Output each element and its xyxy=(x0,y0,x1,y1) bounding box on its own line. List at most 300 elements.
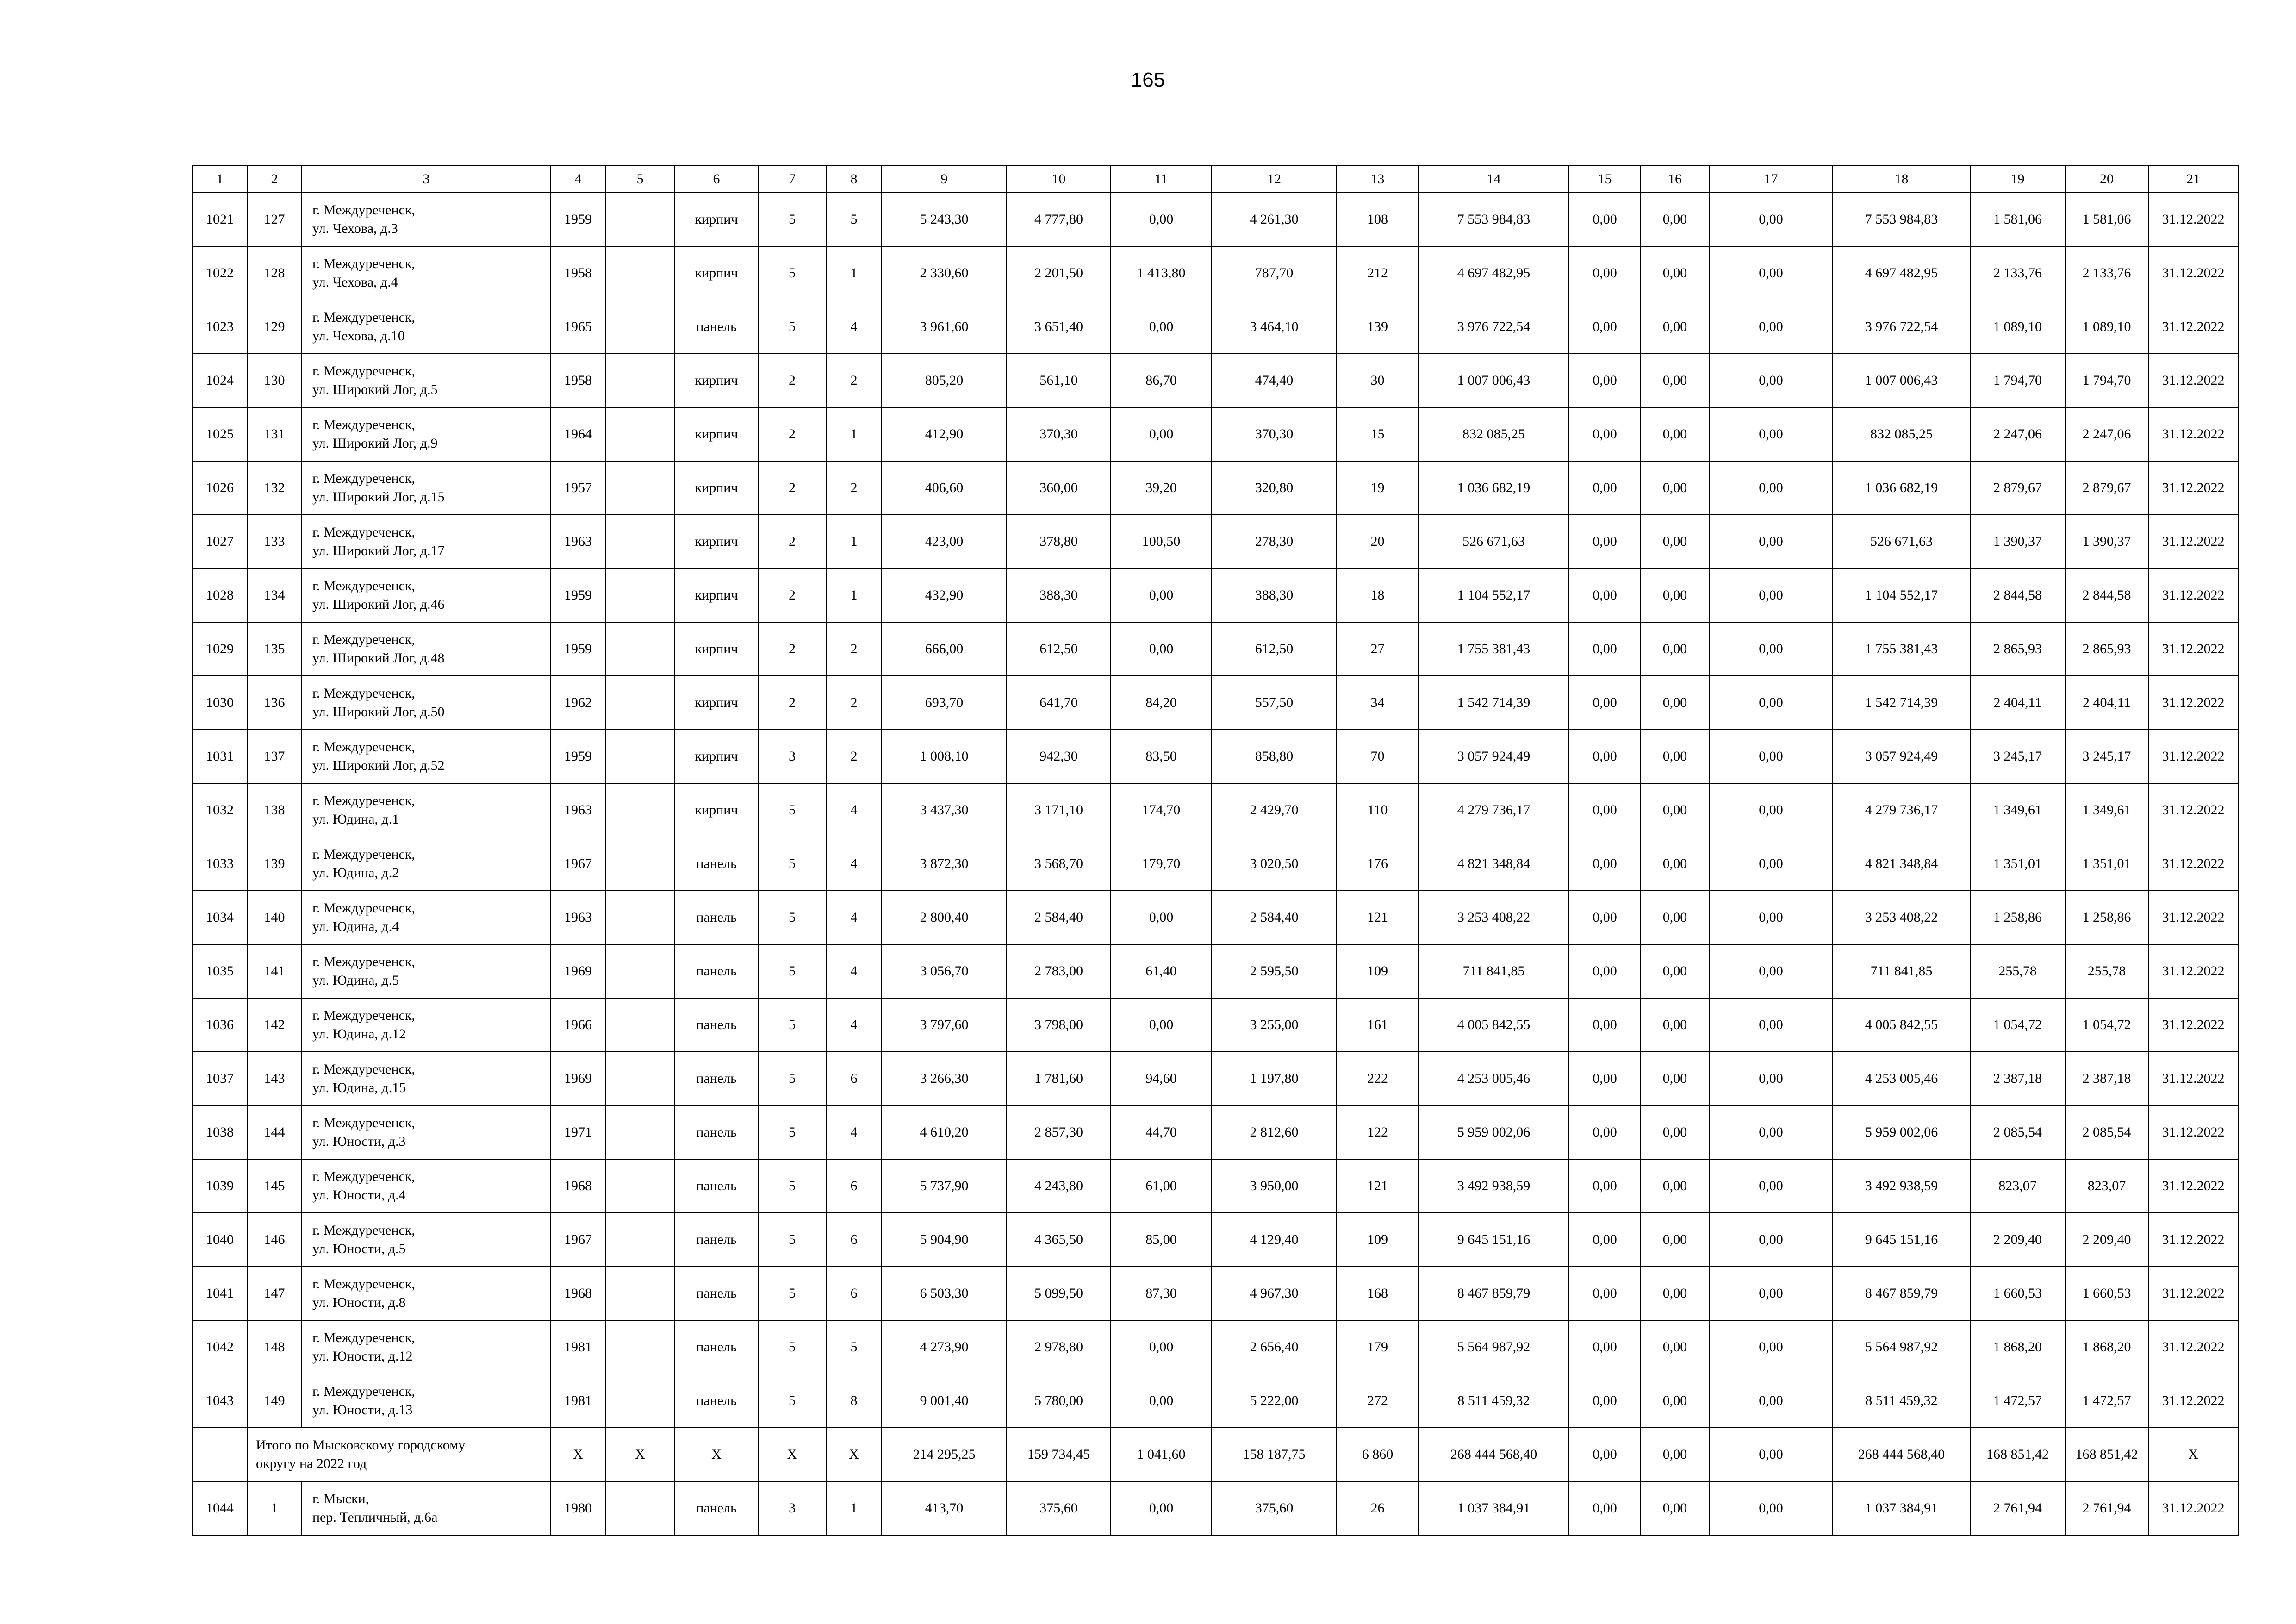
address-line-2: ул. Чехова, д.3 xyxy=(312,221,398,236)
table-row xyxy=(193,676,2238,730)
column-header-18: 18 xyxy=(1833,166,1970,193)
cell-year: 1981 xyxy=(551,1320,605,1374)
cell-c17: 0,00 xyxy=(1709,407,1833,461)
table-row xyxy=(193,1481,2238,1535)
address-cell xyxy=(302,300,551,354)
row-local-number-cell: 1 xyxy=(247,1481,302,1535)
cell-c16: 0,00 xyxy=(1641,1213,1709,1267)
cell-c18: 3 976 722,54 xyxy=(1833,300,1970,354)
address-cell xyxy=(302,407,551,461)
total-cell-c11: 1 041,60 xyxy=(1111,1428,1212,1481)
row-local-number-cell: 129 xyxy=(247,300,302,354)
cell-c19: 2 209,40 xyxy=(1970,1213,2065,1267)
cell-c16: 0,00 xyxy=(1641,515,1709,568)
cell-c5 xyxy=(605,730,675,783)
row-local-number-cell: 132 xyxy=(247,461,302,515)
cell-wall: панель xyxy=(675,1213,758,1267)
address-cell xyxy=(302,891,551,944)
address-cell xyxy=(302,1159,551,1213)
address-cell xyxy=(302,622,551,676)
address-line-1: г. Междуреченск, xyxy=(312,847,415,862)
cell-c7: 5 xyxy=(758,944,826,998)
row-number-cell: 1022 xyxy=(193,246,247,300)
cell-c16: 0,00 xyxy=(1641,1159,1709,1213)
cell-c20: 2 209,40 xyxy=(2065,1213,2148,1267)
address-cell xyxy=(302,1267,551,1320)
row-local-number-cell: 147 xyxy=(247,1267,302,1320)
cell-wall: панель xyxy=(675,1374,758,1428)
cell-c13: 27 xyxy=(1337,622,1419,676)
cell-c10: 5 780,00 xyxy=(1007,1374,1111,1428)
row-local-number-cell: 138 xyxy=(247,783,302,837)
cell-c7: 5 xyxy=(758,837,826,891)
cell-year: 1962 xyxy=(551,676,605,730)
cell-c13: 110 xyxy=(1337,783,1419,837)
cell-c5 xyxy=(605,622,675,676)
cell-c12: 3 950,00 xyxy=(1212,1159,1337,1213)
cell-c10: 5 099,50 xyxy=(1007,1267,1111,1320)
address-line-2: ул. Юдина, д.1 xyxy=(312,812,399,827)
cell-wall: кирпич xyxy=(675,622,758,676)
cell-c8: 2 xyxy=(826,730,882,783)
cell-wall: панель xyxy=(675,1481,758,1535)
address-line-1: г. Междуреченск, xyxy=(312,686,415,701)
cell-c16: 0,00 xyxy=(1641,1267,1709,1320)
cell-c17: 0,00 xyxy=(1709,891,1833,944)
table-body xyxy=(193,193,2238,1535)
cell-c19: 2 761,94 xyxy=(1970,1481,2065,1535)
cell-c7: 2 xyxy=(758,676,826,730)
total-label-line-2: округу на 2022 год xyxy=(256,1456,367,1471)
cell-c9: 3 872,30 xyxy=(882,837,1007,891)
cell-c19: 1 351,01 xyxy=(1970,837,2065,891)
cell-c16: 0,00 xyxy=(1641,676,1709,730)
cell-c21: 31.12.2022 xyxy=(2148,1159,2238,1213)
address-line-2: ул. Юдина, д.15 xyxy=(312,1080,406,1095)
cell-wall: панель xyxy=(675,1106,758,1159)
cell-c14: 8 511 459,32 xyxy=(1419,1374,1569,1428)
cell-c8: 4 xyxy=(826,998,882,1052)
cell-c13: 122 xyxy=(1337,1106,1419,1159)
cell-c15: 0,00 xyxy=(1569,568,1641,622)
cell-c19: 1 390,37 xyxy=(1970,515,2065,568)
total-cell-c16: 0,00 xyxy=(1641,1428,1709,1481)
row-number-cell: 1023 xyxy=(193,300,247,354)
cell-c10: 641,70 xyxy=(1007,676,1111,730)
cell-c12: 388,30 xyxy=(1212,568,1337,622)
table-row xyxy=(193,1106,2238,1159)
row-local-number-cell: 134 xyxy=(247,568,302,622)
cell-c8: 5 xyxy=(826,193,882,246)
cell-c7: 2 xyxy=(758,407,826,461)
cell-c21: 31.12.2022 xyxy=(2148,246,2238,300)
cell-c7: 2 xyxy=(758,515,826,568)
cell-c15: 0,00 xyxy=(1569,193,1641,246)
address-line-1: г. Междуреченск, xyxy=(312,310,415,325)
row-local-number-cell: 130 xyxy=(247,354,302,407)
cell-c5 xyxy=(605,998,675,1052)
cell-wall: кирпич xyxy=(675,246,758,300)
cell-c18: 4 697 482,95 xyxy=(1833,246,1970,300)
cell-c15: 0,00 xyxy=(1569,515,1641,568)
cell-c20: 1 258,86 xyxy=(2065,891,2148,944)
cell-c10: 2 978,80 xyxy=(1007,1320,1111,1374)
table-row xyxy=(193,622,2238,676)
cell-c16: 0,00 xyxy=(1641,891,1709,944)
total-label-line-1: Итого по Мысковскому городскому xyxy=(256,1437,466,1453)
cell-year: 1958 xyxy=(551,354,605,407)
cell-c12: 370,30 xyxy=(1212,407,1337,461)
cell-c19: 823,07 xyxy=(1970,1159,2065,1213)
row-local-number-cell: 149 xyxy=(247,1374,302,1428)
cell-c11: 61,00 xyxy=(1111,1159,1212,1213)
cell-c11: 0,00 xyxy=(1111,998,1212,1052)
cell-c8: 1 xyxy=(826,407,882,461)
table-row xyxy=(193,891,2238,944)
column-header-7: 7 xyxy=(758,166,826,193)
cell-c20: 1 349,61 xyxy=(2065,783,2148,837)
cell-wall: панель xyxy=(675,998,758,1052)
cell-c8: 2 xyxy=(826,676,882,730)
total-cell-c13: 6 860 xyxy=(1337,1428,1419,1481)
address-cell xyxy=(302,568,551,622)
cell-wall: панель xyxy=(675,1159,758,1213)
cell-c7: 5 xyxy=(758,1320,826,1374)
cell-c17: 0,00 xyxy=(1709,676,1833,730)
cell-c18: 8 467 859,79 xyxy=(1833,1267,1970,1320)
address-line-2: ул. Широкий Лог, д.15 xyxy=(312,489,445,505)
cell-c18: 526 671,63 xyxy=(1833,515,1970,568)
cell-c5 xyxy=(605,1213,675,1267)
cell-c12: 858,80 xyxy=(1212,730,1337,783)
row-local-number-cell: 131 xyxy=(247,407,302,461)
cell-c5 xyxy=(605,1481,675,1535)
table-row xyxy=(193,998,2238,1052)
cell-c14: 711 841,85 xyxy=(1419,944,1569,998)
address-line-1: г. Междуреченск, xyxy=(312,578,415,593)
cell-c17: 0,00 xyxy=(1709,1320,1833,1374)
cell-c15: 0,00 xyxy=(1569,1267,1641,1320)
cell-c21: 31.12.2022 xyxy=(2148,783,2238,837)
table-row xyxy=(193,515,2238,568)
cell-c14: 526 671,63 xyxy=(1419,515,1569,568)
housing-registry-table xyxy=(192,165,2239,1536)
column-number-row xyxy=(193,166,2238,193)
cell-c12: 2 595,50 xyxy=(1212,944,1337,998)
cell-c16: 0,00 xyxy=(1641,1481,1709,1535)
cell-c20: 1 390,37 xyxy=(2065,515,2148,568)
cell-c21: 31.12.2022 xyxy=(2148,944,2238,998)
address-cell xyxy=(302,461,551,515)
column-header-21: 21 xyxy=(2148,166,2238,193)
cell-c5 xyxy=(605,300,675,354)
cell-c10: 4 243,80 xyxy=(1007,1159,1111,1213)
cell-c13: 179 xyxy=(1337,1320,1419,1374)
cell-c9: 5 243,30 xyxy=(882,193,1007,246)
cell-c11: 0,00 xyxy=(1111,622,1212,676)
total-cell-year: X xyxy=(551,1428,605,1481)
cell-c19: 1 054,72 xyxy=(1970,998,2065,1052)
cell-c12: 2 584,40 xyxy=(1212,891,1337,944)
cell-c10: 375,60 xyxy=(1007,1481,1111,1535)
cell-wall: панель xyxy=(675,944,758,998)
cell-c7: 5 xyxy=(758,998,826,1052)
column-header-11: 11 xyxy=(1111,166,1212,193)
cell-c18: 4 253 005,46 xyxy=(1833,1052,1970,1106)
cell-c11: 94,60 xyxy=(1111,1052,1212,1106)
cell-c8: 6 xyxy=(826,1213,882,1267)
cell-c21: 31.12.2022 xyxy=(2148,1106,2238,1159)
cell-c5 xyxy=(605,1106,675,1159)
cell-c13: 168 xyxy=(1337,1267,1419,1320)
cell-c15: 0,00 xyxy=(1569,998,1641,1052)
cell-wall: панель xyxy=(675,1052,758,1106)
cell-c9: 1 008,10 xyxy=(882,730,1007,783)
column-header-19: 19 xyxy=(1970,166,2065,193)
table-row xyxy=(193,193,2238,246)
total-cell-c7: X xyxy=(758,1428,826,1481)
cell-c17: 0,00 xyxy=(1709,998,1833,1052)
cell-c12: 4 261,30 xyxy=(1212,193,1337,246)
cell-c19: 1 089,10 xyxy=(1970,300,2065,354)
cell-c15: 0,00 xyxy=(1569,1320,1641,1374)
table-row xyxy=(193,1159,2238,1213)
cell-c17: 0,00 xyxy=(1709,730,1833,783)
address-line-1: г. Междуреченск, xyxy=(312,1330,415,1345)
table-row xyxy=(193,783,2238,837)
address-cell xyxy=(302,1374,551,1428)
cell-c8: 1 xyxy=(826,515,882,568)
cell-year: 1959 xyxy=(551,622,605,676)
cell-c5 xyxy=(605,1320,675,1374)
cell-c5 xyxy=(605,407,675,461)
cell-c20: 1 089,10 xyxy=(2065,300,2148,354)
cell-c19: 2 247,06 xyxy=(1970,407,2065,461)
cell-c16: 0,00 xyxy=(1641,783,1709,837)
cell-c18: 5 564 987,92 xyxy=(1833,1320,1970,1374)
page-number: 165 xyxy=(1131,69,1165,91)
cell-c15: 0,00 xyxy=(1569,1159,1641,1213)
cell-c9: 3 797,60 xyxy=(882,998,1007,1052)
cell-c14: 832 085,25 xyxy=(1419,407,1569,461)
cell-c11: 100,50 xyxy=(1111,515,1212,568)
cell-c21: 31.12.2022 xyxy=(2148,676,2238,730)
cell-c9: 406,60 xyxy=(882,461,1007,515)
total-row xyxy=(193,1428,2238,1481)
cell-c12: 4 967,30 xyxy=(1212,1267,1337,1320)
cell-c10: 3 568,70 xyxy=(1007,837,1111,891)
cell-c13: 34 xyxy=(1337,676,1419,730)
cell-year: 1959 xyxy=(551,193,605,246)
column-header-13: 13 xyxy=(1337,166,1419,193)
cell-c9: 666,00 xyxy=(882,622,1007,676)
cell-c12: 375,60 xyxy=(1212,1481,1337,1535)
cell-c10: 942,30 xyxy=(1007,730,1111,783)
cell-year: 1980 xyxy=(551,1481,605,1535)
cell-c11: 0,00 xyxy=(1111,1481,1212,1535)
column-header-3: 3 xyxy=(302,166,551,193)
cell-c9: 423,00 xyxy=(882,515,1007,568)
cell-c21: 31.12.2022 xyxy=(2148,1374,2238,1428)
cell-c14: 4 697 482,95 xyxy=(1419,246,1569,300)
row-number-cell: 1024 xyxy=(193,354,247,407)
row-local-number-cell: 139 xyxy=(247,837,302,891)
cell-c10: 388,30 xyxy=(1007,568,1111,622)
cell-c11: 0,00 xyxy=(1111,568,1212,622)
cell-c17: 0,00 xyxy=(1709,354,1833,407)
cell-wall: панель xyxy=(675,1267,758,1320)
row-number-cell: 1033 xyxy=(193,837,247,891)
address-line-2: ул. Чехова, д.10 xyxy=(312,328,405,344)
cell-c7: 2 xyxy=(758,622,826,676)
cell-c15: 0,00 xyxy=(1569,622,1641,676)
cell-c16: 0,00 xyxy=(1641,300,1709,354)
total-cell-c8: X xyxy=(826,1428,882,1481)
cell-c12: 3 255,00 xyxy=(1212,998,1337,1052)
table-row xyxy=(193,1320,2238,1374)
cell-c16: 0,00 xyxy=(1641,407,1709,461)
cell-c5 xyxy=(605,676,675,730)
cell-c20: 1 660,53 xyxy=(2065,1267,2148,1320)
cell-c14: 7 553 984,83 xyxy=(1419,193,1569,246)
cell-c8: 2 xyxy=(826,354,882,407)
total-label-cell xyxy=(247,1428,551,1481)
cell-c9: 3 437,30 xyxy=(882,783,1007,837)
total-cell-c17: 0,00 xyxy=(1709,1428,1833,1481)
cell-c18: 5 959 002,06 xyxy=(1833,1106,1970,1159)
row-local-number-cell: 137 xyxy=(247,730,302,783)
row-number-cell: 1036 xyxy=(193,998,247,1052)
address-line-2: ул. Юдина, д.4 xyxy=(312,919,399,934)
cell-wall: кирпич xyxy=(675,461,758,515)
cell-c21: 31.12.2022 xyxy=(2148,354,2238,407)
address-cell xyxy=(302,1481,551,1535)
cell-c7: 3 xyxy=(758,730,826,783)
total-cell-c14: 268 444 568,40 xyxy=(1419,1428,1569,1481)
column-header-8: 8 xyxy=(826,166,882,193)
row-number-cell: 1030 xyxy=(193,676,247,730)
address-cell xyxy=(302,1106,551,1159)
total-cell-c5: X xyxy=(605,1428,675,1481)
cell-c12: 474,40 xyxy=(1212,354,1337,407)
cell-c12: 787,70 xyxy=(1212,246,1337,300)
address-line-1: г. Междуреченск, xyxy=(312,471,415,486)
cell-c13: 108 xyxy=(1337,193,1419,246)
total-cell-c9: 214 295,25 xyxy=(882,1428,1007,1481)
cell-c19: 2 844,58 xyxy=(1970,568,2065,622)
cell-wall: кирпич xyxy=(675,783,758,837)
cell-c11: 86,70 xyxy=(1111,354,1212,407)
cell-c13: 121 xyxy=(1337,1159,1419,1213)
cell-c18: 3 253 408,22 xyxy=(1833,891,1970,944)
cell-c5 xyxy=(605,1267,675,1320)
cell-c15: 0,00 xyxy=(1569,1374,1641,1428)
cell-c8: 8 xyxy=(826,1374,882,1428)
total-cell-c10: 159 734,45 xyxy=(1007,1428,1111,1481)
cell-wall: кирпич xyxy=(675,730,758,783)
cell-c9: 3 961,60 xyxy=(882,300,1007,354)
address-cell xyxy=(302,1052,551,1106)
cell-c16: 0,00 xyxy=(1641,354,1709,407)
row-number-cell: 1035 xyxy=(193,944,247,998)
cell-c18: 4 005 842,55 xyxy=(1833,998,1970,1052)
cell-c9: 4 610,20 xyxy=(882,1106,1007,1159)
cell-c10: 2 201,50 xyxy=(1007,246,1111,300)
cell-c9: 3 056,70 xyxy=(882,944,1007,998)
table-row xyxy=(193,1052,2238,1106)
column-header-9: 9 xyxy=(882,166,1007,193)
total-cell-c18: 268 444 568,40 xyxy=(1833,1428,1970,1481)
cell-year: 1964 xyxy=(551,407,605,461)
cell-c5 xyxy=(605,1159,675,1213)
cell-c8: 4 xyxy=(826,837,882,891)
row-local-number-cell: 127 xyxy=(247,193,302,246)
cell-c14: 1 542 714,39 xyxy=(1419,676,1569,730)
cell-c13: 20 xyxy=(1337,515,1419,568)
cell-c7: 2 xyxy=(758,354,826,407)
cell-c13: 212 xyxy=(1337,246,1419,300)
cell-c15: 0,00 xyxy=(1569,354,1641,407)
row-local-number-cell: 135 xyxy=(247,622,302,676)
cell-c10: 370,30 xyxy=(1007,407,1111,461)
cell-c10: 1 781,60 xyxy=(1007,1052,1111,1106)
cell-c20: 2 404,11 xyxy=(2065,676,2148,730)
cell-c16: 0,00 xyxy=(1641,622,1709,676)
cell-c14: 3 492 938,59 xyxy=(1419,1159,1569,1213)
cell-c10: 378,80 xyxy=(1007,515,1111,568)
address-line-2: ул. Юности, д.5 xyxy=(312,1241,406,1256)
cell-c18: 1 007 006,43 xyxy=(1833,354,1970,407)
cell-year: 1958 xyxy=(551,246,605,300)
row-local-number-cell: 148 xyxy=(247,1320,302,1374)
table-header xyxy=(193,166,2238,193)
cell-c20: 1 794,70 xyxy=(2065,354,2148,407)
cell-c13: 139 xyxy=(1337,300,1419,354)
cell-c16: 0,00 xyxy=(1641,837,1709,891)
cell-year: 1957 xyxy=(551,461,605,515)
cell-c11: 174,70 xyxy=(1111,783,1212,837)
cell-c5 xyxy=(605,461,675,515)
cell-c21: 31.12.2022 xyxy=(2148,837,2238,891)
address-line-2: ул. Юдина, д.5 xyxy=(312,973,399,988)
row-number-cell: 1025 xyxy=(193,407,247,461)
row-number-cell: 1021 xyxy=(193,193,247,246)
address-line-1: г. Междуреченск, xyxy=(312,1169,415,1184)
cell-c14: 1 104 552,17 xyxy=(1419,568,1569,622)
cell-c14: 4 253 005,46 xyxy=(1419,1052,1569,1106)
row-number-cell: 1031 xyxy=(193,730,247,783)
cell-c10: 3 798,00 xyxy=(1007,998,1111,1052)
address-cell xyxy=(302,837,551,891)
cell-c5 xyxy=(605,246,675,300)
cell-c12: 3 464,10 xyxy=(1212,300,1337,354)
address-cell xyxy=(302,193,551,246)
cell-year: 1971 xyxy=(551,1106,605,1159)
cell-c16: 0,00 xyxy=(1641,1374,1709,1428)
cell-c20: 1 054,72 xyxy=(2065,998,2148,1052)
column-header-10: 10 xyxy=(1007,166,1111,193)
cell-c13: 15 xyxy=(1337,407,1419,461)
cell-year: 1966 xyxy=(551,998,605,1052)
table-row xyxy=(193,1267,2238,1320)
cell-c16: 0,00 xyxy=(1641,944,1709,998)
row-local-number-cell: 144 xyxy=(247,1106,302,1159)
cell-wall: панель xyxy=(675,891,758,944)
cell-c14: 4 821 348,84 xyxy=(1419,837,1569,891)
cell-c14: 1 036 682,19 xyxy=(1419,461,1569,515)
cell-c15: 0,00 xyxy=(1569,891,1641,944)
cell-c11: 61,40 xyxy=(1111,944,1212,998)
